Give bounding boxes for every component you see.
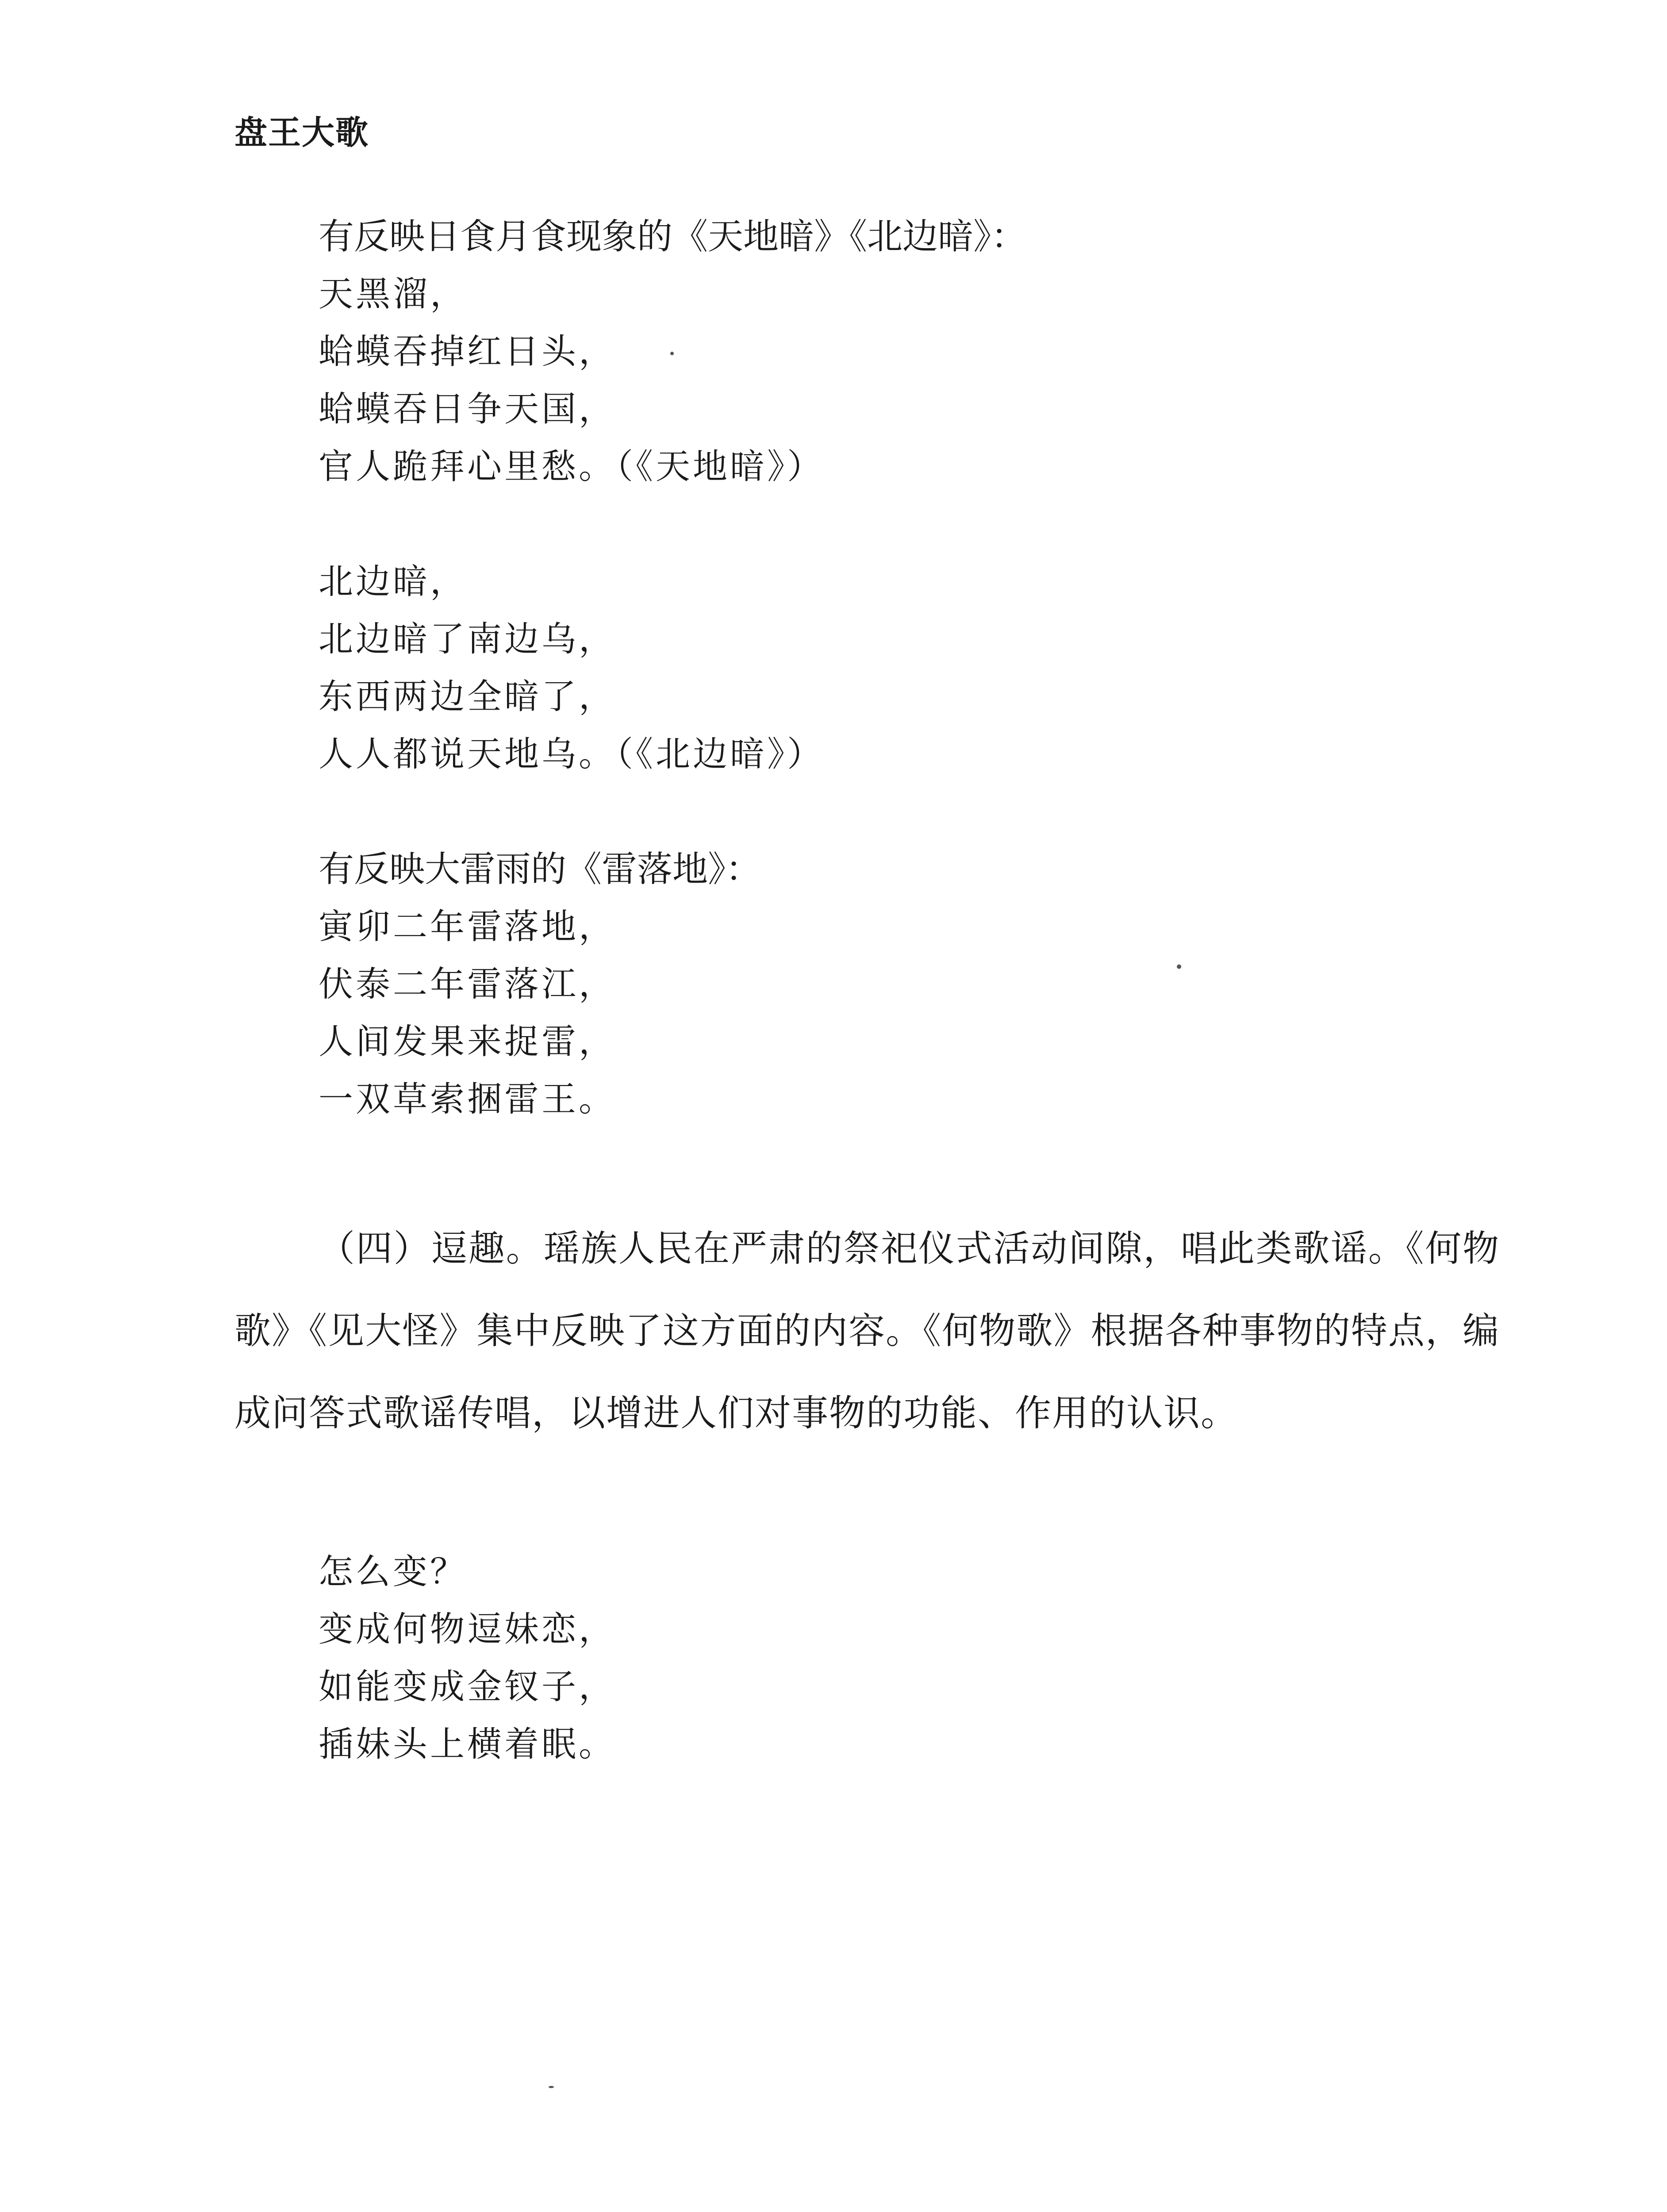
- verse-line: 东西两边全暗了，: [319, 677, 616, 717]
- verse-line: 北边暗，: [319, 562, 468, 602]
- scan-speck: [670, 352, 674, 355]
- verse-line: 蛤蟆吞日争天国，: [319, 389, 616, 429]
- section-gap: [234, 1455, 1500, 1543]
- scan-speck: [1177, 964, 1181, 969]
- verse-line: 人人都说天地乌。（《北边暗》）: [319, 734, 825, 774]
- verse-line: 伏泰二年雷落江，: [319, 964, 616, 1004]
- verse-line: 蛤蟆吞掉红日头，: [319, 332, 616, 372]
- page-content: [234, 208, 1500, 1773]
- verse-line: 天黑溜，: [319, 274, 468, 314]
- verse-line: 官人跪拜心里愁。（《天地暗》）: [319, 447, 825, 487]
- running-header-book-title: 盘王大歌: [234, 114, 369, 152]
- verse-line: 如能变成金钗子，: [319, 1667, 616, 1707]
- eclipse-intro: 有反映日食月食现象的《天地暗》《北边暗》：: [319, 216, 1026, 257]
- stanza-gap: [234, 783, 1500, 841]
- poem-tiandian: [319, 265, 1500, 495]
- section-four-paragraph: （四）逗趣。瑶族人民在严肃的祭祀仪式活动间隙，唱此类歌谣。《何物歌》《见大怪》集中反映了这方面的内容。《何物歌》根据各种事物的特点，编成问答式歌谣传唱，以增进人们对事物的功能、作用的认识。: [234, 1228, 1500, 1434]
- verse-line: 怎么变？: [319, 1552, 468, 1592]
- poem-hewuge: [319, 1543, 1500, 1773]
- verse-line: 人间发果来捉雷，: [319, 1022, 616, 1062]
- verse-line: 插妹头上横着眠。: [319, 1724, 616, 1764]
- verse-line: 北边暗了南边乌，: [319, 619, 616, 659]
- poem-beibian: [319, 553, 1500, 783]
- stanza-gap: [234, 495, 1500, 553]
- thunder-intro: 有反映大雷雨的《雷落地》：: [319, 849, 761, 890]
- verse-line: 一双草索捆雷王。: [319, 1079, 616, 1119]
- scan-speck: [549, 2086, 554, 2088]
- verse-line: 寅卯二年雷落地，: [319, 907, 616, 947]
- poem-leiluodi: [319, 898, 1500, 1128]
- section-gap: [234, 1128, 1500, 1208]
- verse-line: 变成何物逗妹恋，: [319, 1609, 616, 1649]
